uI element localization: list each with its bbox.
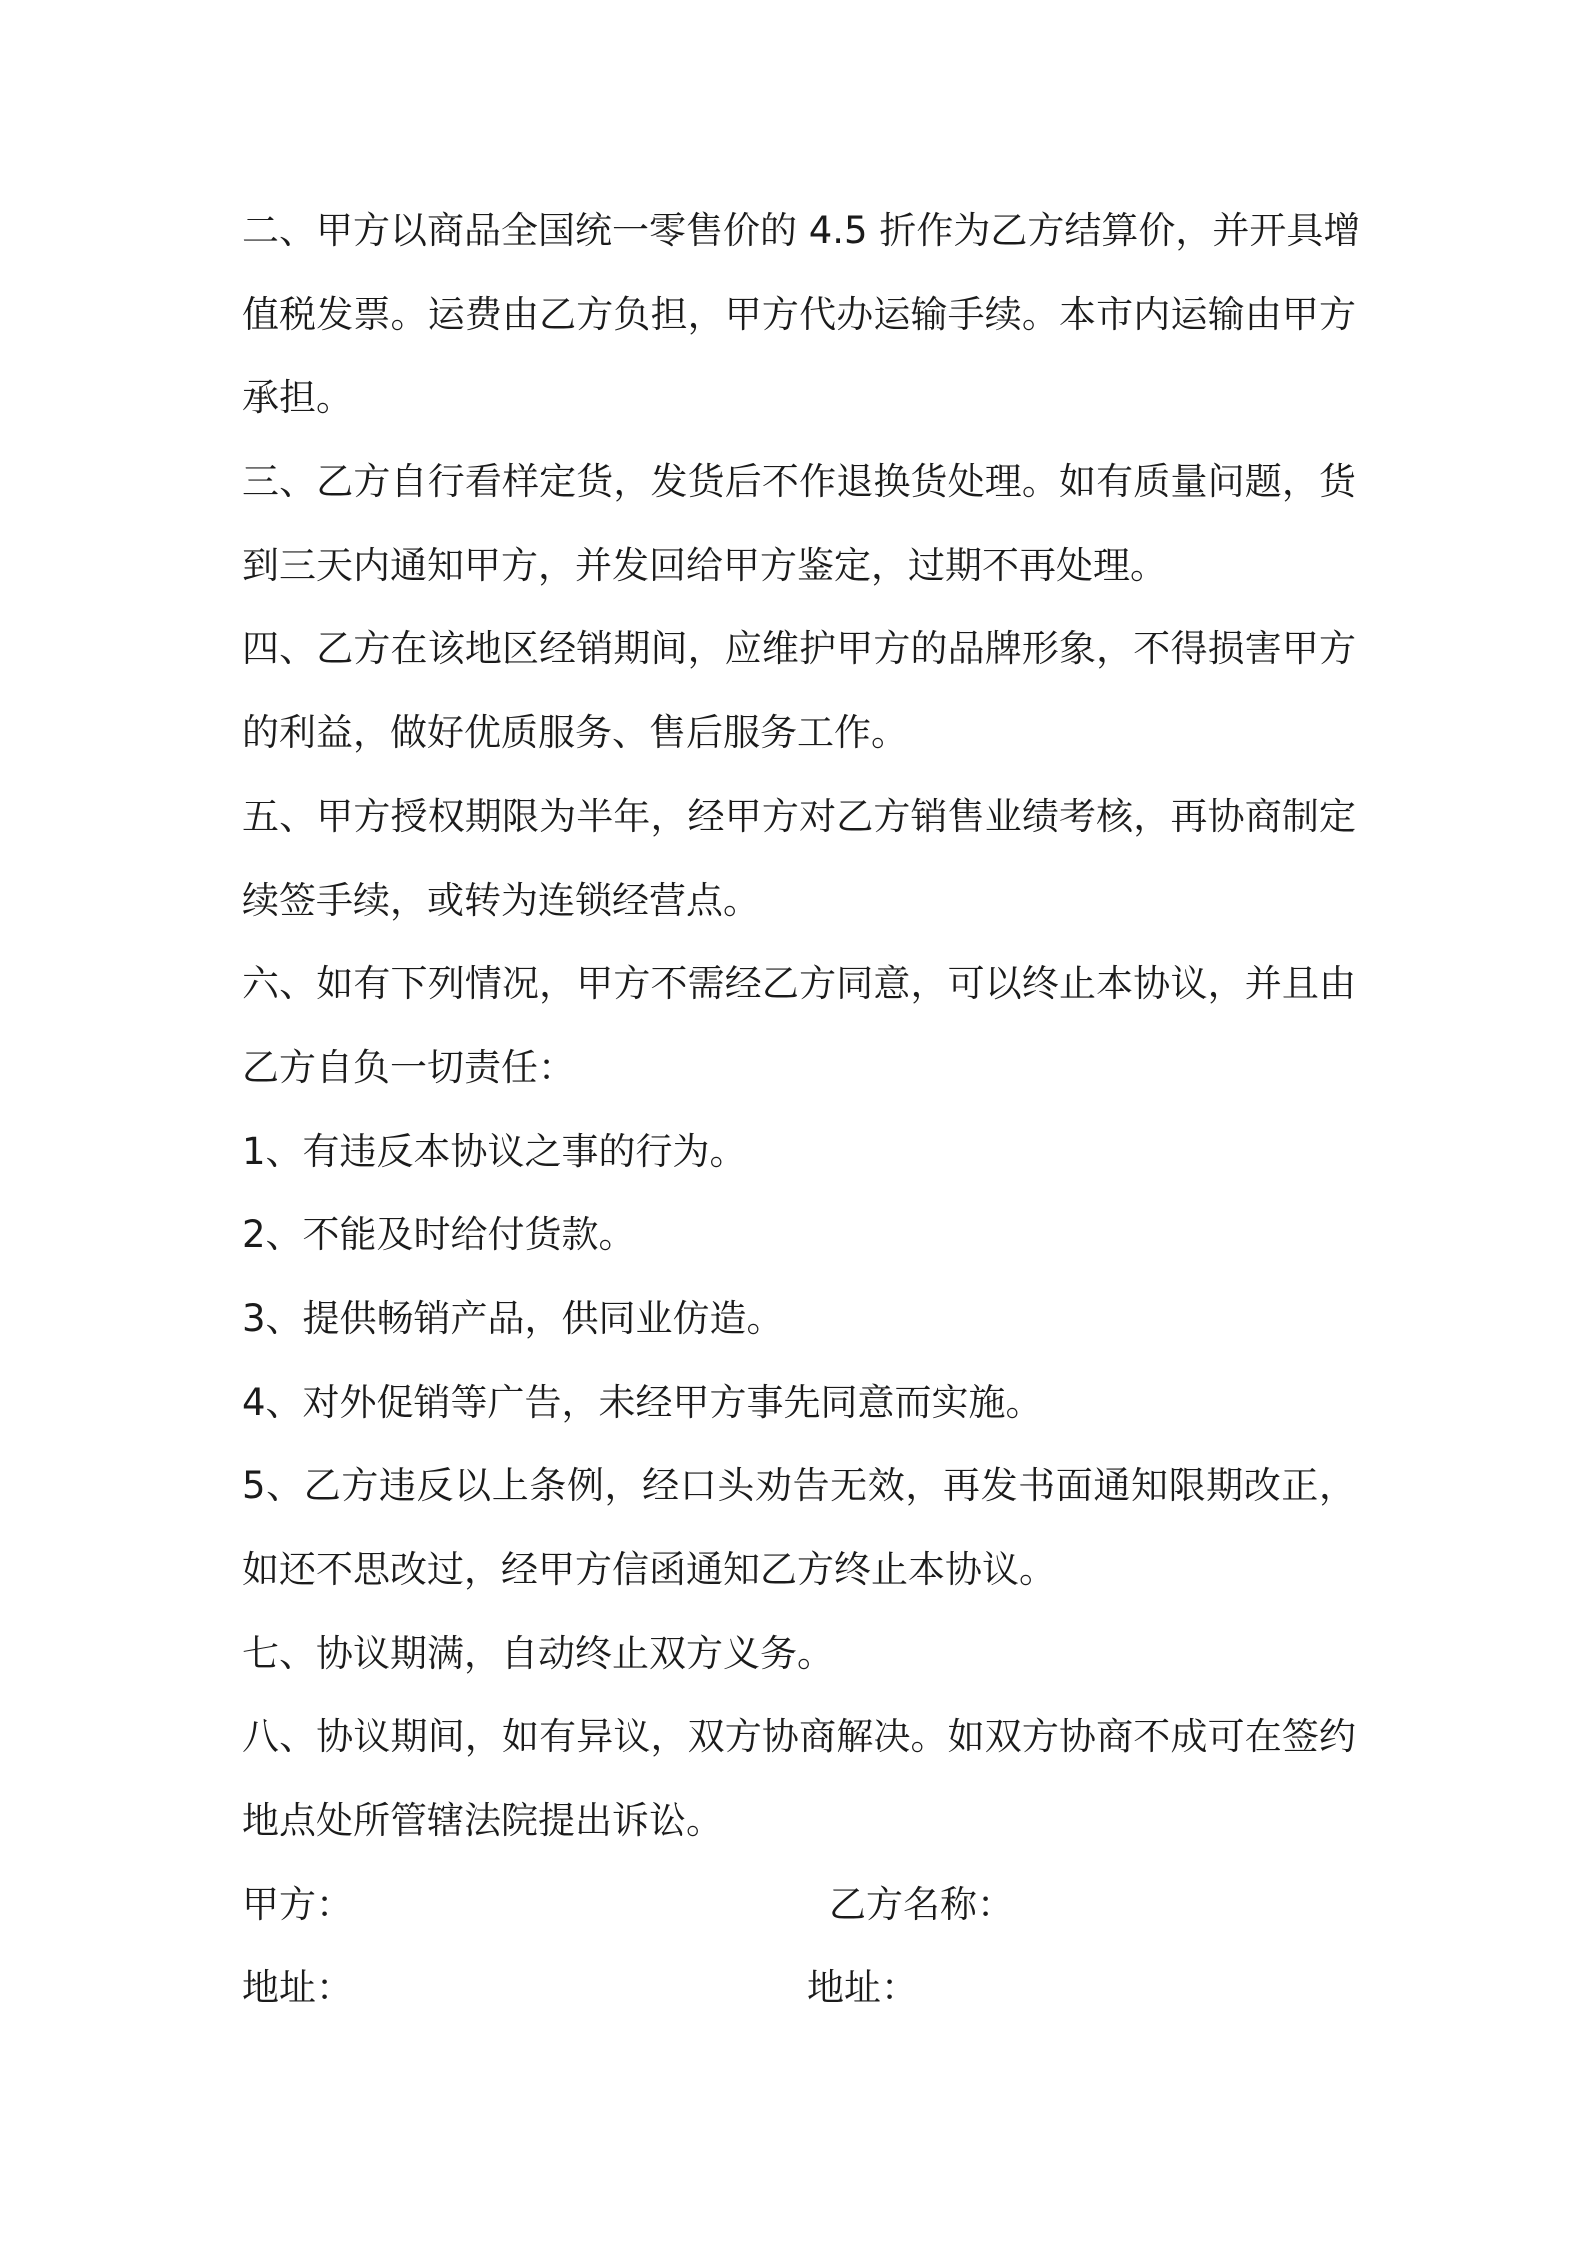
clause-6-item-4 (242, 1361, 1356, 1445)
clause-6-item-4-line-1: 4、对外促销等广告，未经甲方事先同意而实施。 (242, 1380, 1043, 1424)
signature-row-addresses (242, 1946, 1356, 2030)
clause-4 (242, 607, 1356, 774)
party-b-name-label: 乙方名称： (829, 1882, 1014, 1926)
clause-6-item-1 (242, 1110, 1356, 1194)
clause-2-line-2: 值税发票。运费由乙方负担，甲方代办运输手续。本市内运输由甲方 (242, 292, 1356, 336)
clause-3-line-1: 三、乙方自行看样定货，发货后不作退换货处理。如有质量问题，货 (242, 460, 1356, 504)
clause-2 (242, 189, 1361, 440)
clause-5-line-1: 五、甲方授权期限为半年，经甲方对乙方销售业绩考核，再协商制定 (242, 794, 1356, 838)
clause-6-item-5-line-1: 5、乙方违反以上条例，经口头劝告无效，再发书面通知限期改正， (242, 1464, 1356, 1508)
party-b-address-label: 地址： (807, 1966, 918, 2010)
signature-row-parties (242, 1863, 1356, 1947)
party-a-address-label: 地址： (242, 1966, 353, 2010)
clause-7-line-1: 七、协议期满，自动终止双方义务。 (242, 1631, 834, 1675)
clause-8-line-1: 八、协议期间，如有异议，双方协商解决。如双方协商不成可在签约 (242, 1715, 1356, 1759)
clause-3 (242, 440, 1356, 607)
clause-6-item-3 (242, 1277, 1356, 1361)
clause-8-line-2: 地点处所管辖法院提出诉讼。 (242, 1799, 723, 1843)
clause-6-item-2-line-1: 2、不能及时给付货款。 (242, 1213, 636, 1257)
clause-6 (242, 942, 1356, 1109)
clause-4-line-2: 的利益，做好优质服务、售后服务工作。 (242, 711, 908, 755)
clause-6-line-2: 乙方自负一切责任： (242, 1045, 575, 1089)
clause-6-item-2 (242, 1193, 1356, 1277)
agreement-body (242, 189, 1361, 2030)
clause-8 (242, 1695, 1356, 1862)
clause-6-item-1-line-1: 1、有违反本协议之事的行为。 (242, 1129, 747, 1173)
clause-7 (242, 1612, 1356, 1696)
clause-6-item-5-line-2: 如还不思改过，经甲方信函通知乙方终止本协议。 (242, 1548, 1056, 1591)
clause-2-line-1: 二、甲方以商品全国统一零售价的 4.5 折作为乙方结算价，并开具增 (242, 209, 1361, 252)
clause-6-item-5 (242, 1444, 1356, 1611)
party-a-label: 甲方： (242, 1882, 353, 1926)
clause-6-item-3-line-1: 3、提供畅销产品，供同业仿造。 (242, 1296, 784, 1340)
clause-5 (242, 775, 1356, 942)
clause-6-line-1: 六、如有下列情况，甲方不需经乙方同意，可以终止本协议，并且由 (242, 962, 1356, 1006)
clause-2-line-3: 承担。 (242, 376, 353, 420)
clause-4-line-1: 四、乙方在该地区经销期间，应维护甲方的品牌形象，不得损害甲方 (242, 627, 1356, 671)
clause-5-line-2: 续签手续，或转为连锁经营点。 (242, 878, 760, 922)
clause-3-line-2: 到三天内通知甲方，并发回给甲方鉴定，过期不再处理。 (242, 543, 1167, 587)
